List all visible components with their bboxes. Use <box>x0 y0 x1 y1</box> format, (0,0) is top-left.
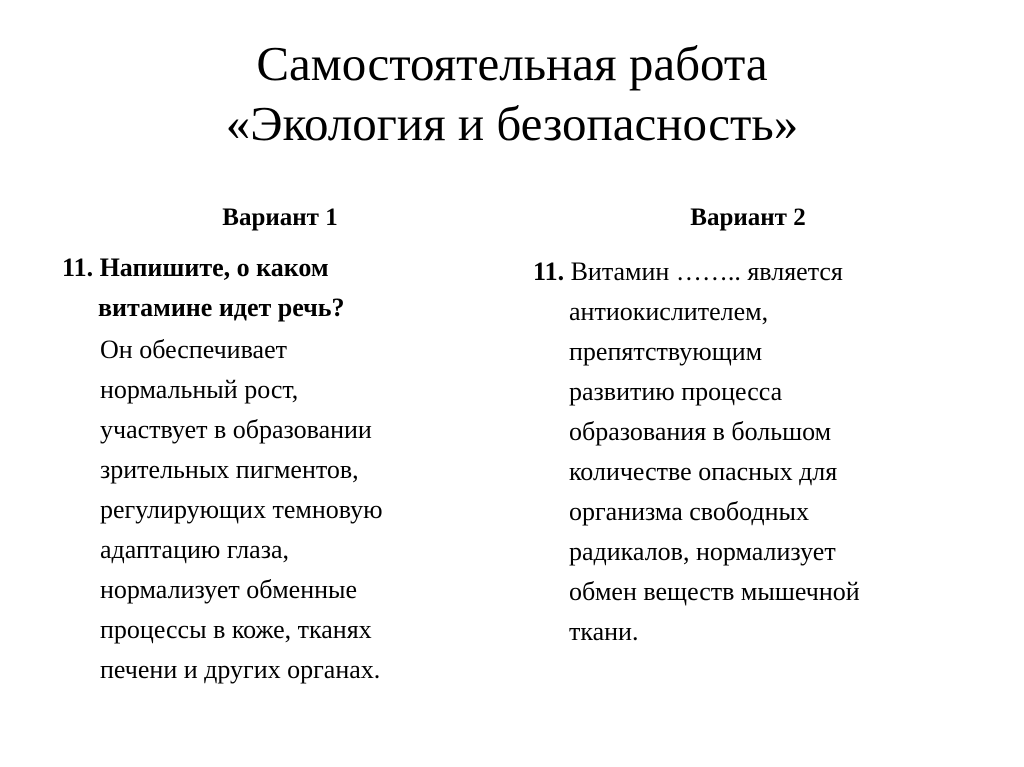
variant-1-body-line: участвует в образовании <box>100 415 372 444</box>
variant-2-heading: Вариант 2 <box>690 204 806 231</box>
slide-title-line-2: «Экология и безопасность» <box>225 96 799 151</box>
variant-2-body-line: обмен веществ мышечной <box>569 577 860 606</box>
variant-2-first-line <box>533 252 860 292</box>
slide-title-line-1: Самостоятельная работа <box>256 36 768 91</box>
variant-1-body-line: нормальный рост, <box>100 375 299 404</box>
variant-2-body-line: препятствующим <box>569 337 763 366</box>
variant-2-body-line: Витамин …….. является <box>570 257 843 286</box>
variant-1-question-line-2: витамине идет речь? <box>98 293 345 322</box>
variant-1-body <box>100 330 383 690</box>
variant-1-body-line: нормализует обменные <box>100 575 358 604</box>
variant-1-heading: Вариант 1 <box>222 204 338 231</box>
variant-1-body-line: процессы в коже, тканях <box>100 615 372 644</box>
variant-1-question-line-1: 11. Напишите, о каком <box>62 253 329 282</box>
variant-2-body-line: ткани. <box>569 617 639 646</box>
variant-1-body-line: зрительных пигментов, <box>100 455 359 484</box>
slide-title <box>0 34 1024 154</box>
variant-2-body-line: антиокислителем, <box>569 297 769 326</box>
variant-1-body-line: Он обеспечивает <box>100 335 287 364</box>
variant-2-body-line: организма свободных <box>569 497 809 526</box>
variant-2-body-line: образования в большом <box>569 417 832 446</box>
variant-1-question <box>62 248 345 328</box>
variant-1-body-line: печени и других органах. <box>100 655 381 684</box>
variant-1-body-line: регулирующих темновую <box>100 495 383 524</box>
variant-1-body-line: адаптацию глаза, <box>100 535 290 564</box>
variant-2-body-line: радикалов, нормализует <box>569 537 836 566</box>
variant-2-body <box>533 252 860 652</box>
variant-2-body-line: количестве опасных для <box>569 457 838 486</box>
variant-2-body-line: развитию процесса <box>569 377 783 406</box>
variant-2-question-number: 11. <box>533 257 565 286</box>
